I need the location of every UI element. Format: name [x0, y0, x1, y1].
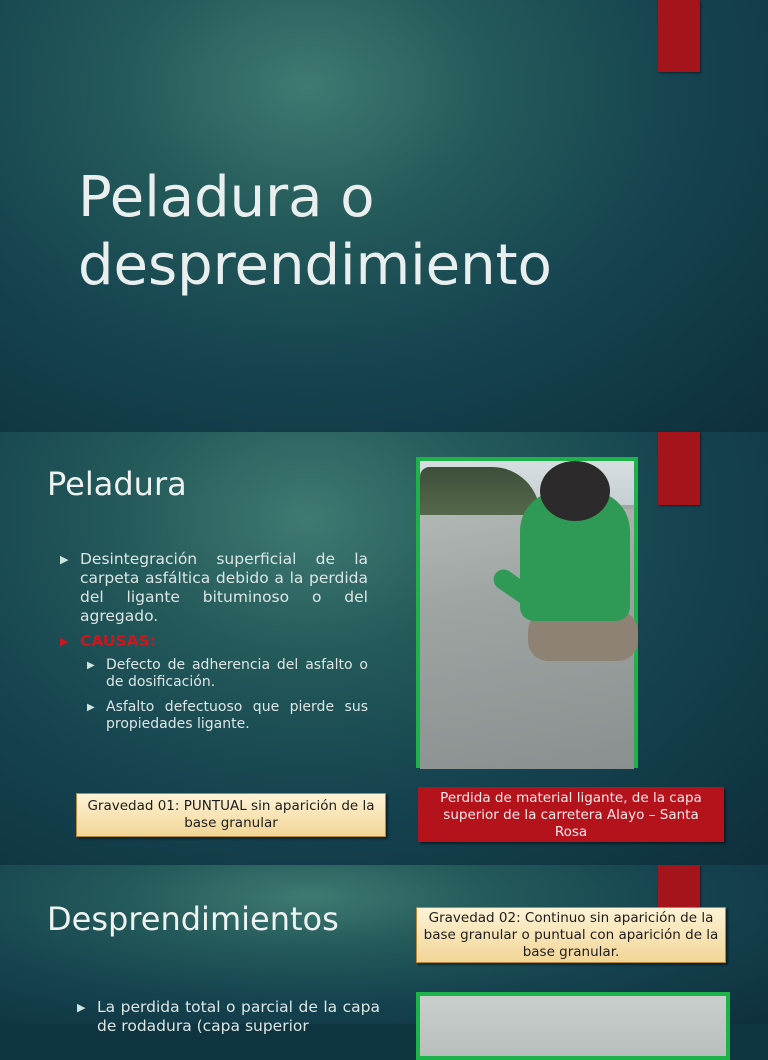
slide-title-line2: desprendimiento	[78, 233, 552, 298]
road-damage-photo	[416, 992, 730, 1060]
bullet-text: Desintegración superficial de la carpeta asfáltica debido a la perdida del ligante bituminoso o del agregado.	[80, 550, 368, 625]
desprendimientos-slide	[0, 865, 768, 1035]
peladura-slide	[0, 432, 768, 865]
bullet-arrow-icon: ▶	[87, 660, 95, 671]
slide-title-line1: Peladura o	[78, 165, 375, 230]
bullet-text: La perdida total o parcial de la capa de rodadura (capa superior	[97, 998, 380, 1035]
bullet-list	[77, 998, 380, 1042]
causas-label: CAUSAS:	[80, 632, 157, 650]
bullet-arrow-icon: ▶	[60, 553, 69, 566]
section-heading: Desprendimientos	[47, 900, 339, 938]
red-accent-tab	[658, 865, 700, 907]
bullet-arrow-icon: ▶	[87, 702, 95, 713]
sub-list-item	[60, 699, 368, 733]
sub-bullet-text: Asfalto defectuoso que pierde sus propiedades ligante.	[106, 699, 368, 732]
photo-caption: Perdida de material ligante, de la capa superior de la carretera Alayo – Santa Rosa	[418, 787, 724, 842]
severity-callout: Gravedad 02: Continuo sin aparición de la base granular o puntual con aparición de la base granular.	[416, 907, 726, 963]
slide-title	[78, 164, 718, 300]
list-item	[60, 550, 368, 626]
sub-list-item	[60, 657, 368, 691]
bullet-arrow-icon: ▶	[77, 1001, 86, 1014]
list-item	[77, 998, 380, 1036]
red-accent-tab	[658, 0, 700, 72]
road-damage-photo	[416, 457, 638, 768]
sub-bullet-text: Defecto de adherencia del asfalto o de dosificación.	[106, 657, 368, 690]
bullet-arrow-icon: ▶	[60, 635, 69, 648]
bullet-list	[60, 550, 368, 741]
title-slide	[0, 0, 768, 432]
severity-callout: Gravedad 01: PUNTUAL sin aparición de la base granular	[76, 793, 386, 837]
list-item	[60, 632, 368, 651]
person-head	[540, 461, 610, 521]
section-heading: Peladura	[47, 465, 187, 503]
red-accent-tab	[658, 432, 700, 505]
